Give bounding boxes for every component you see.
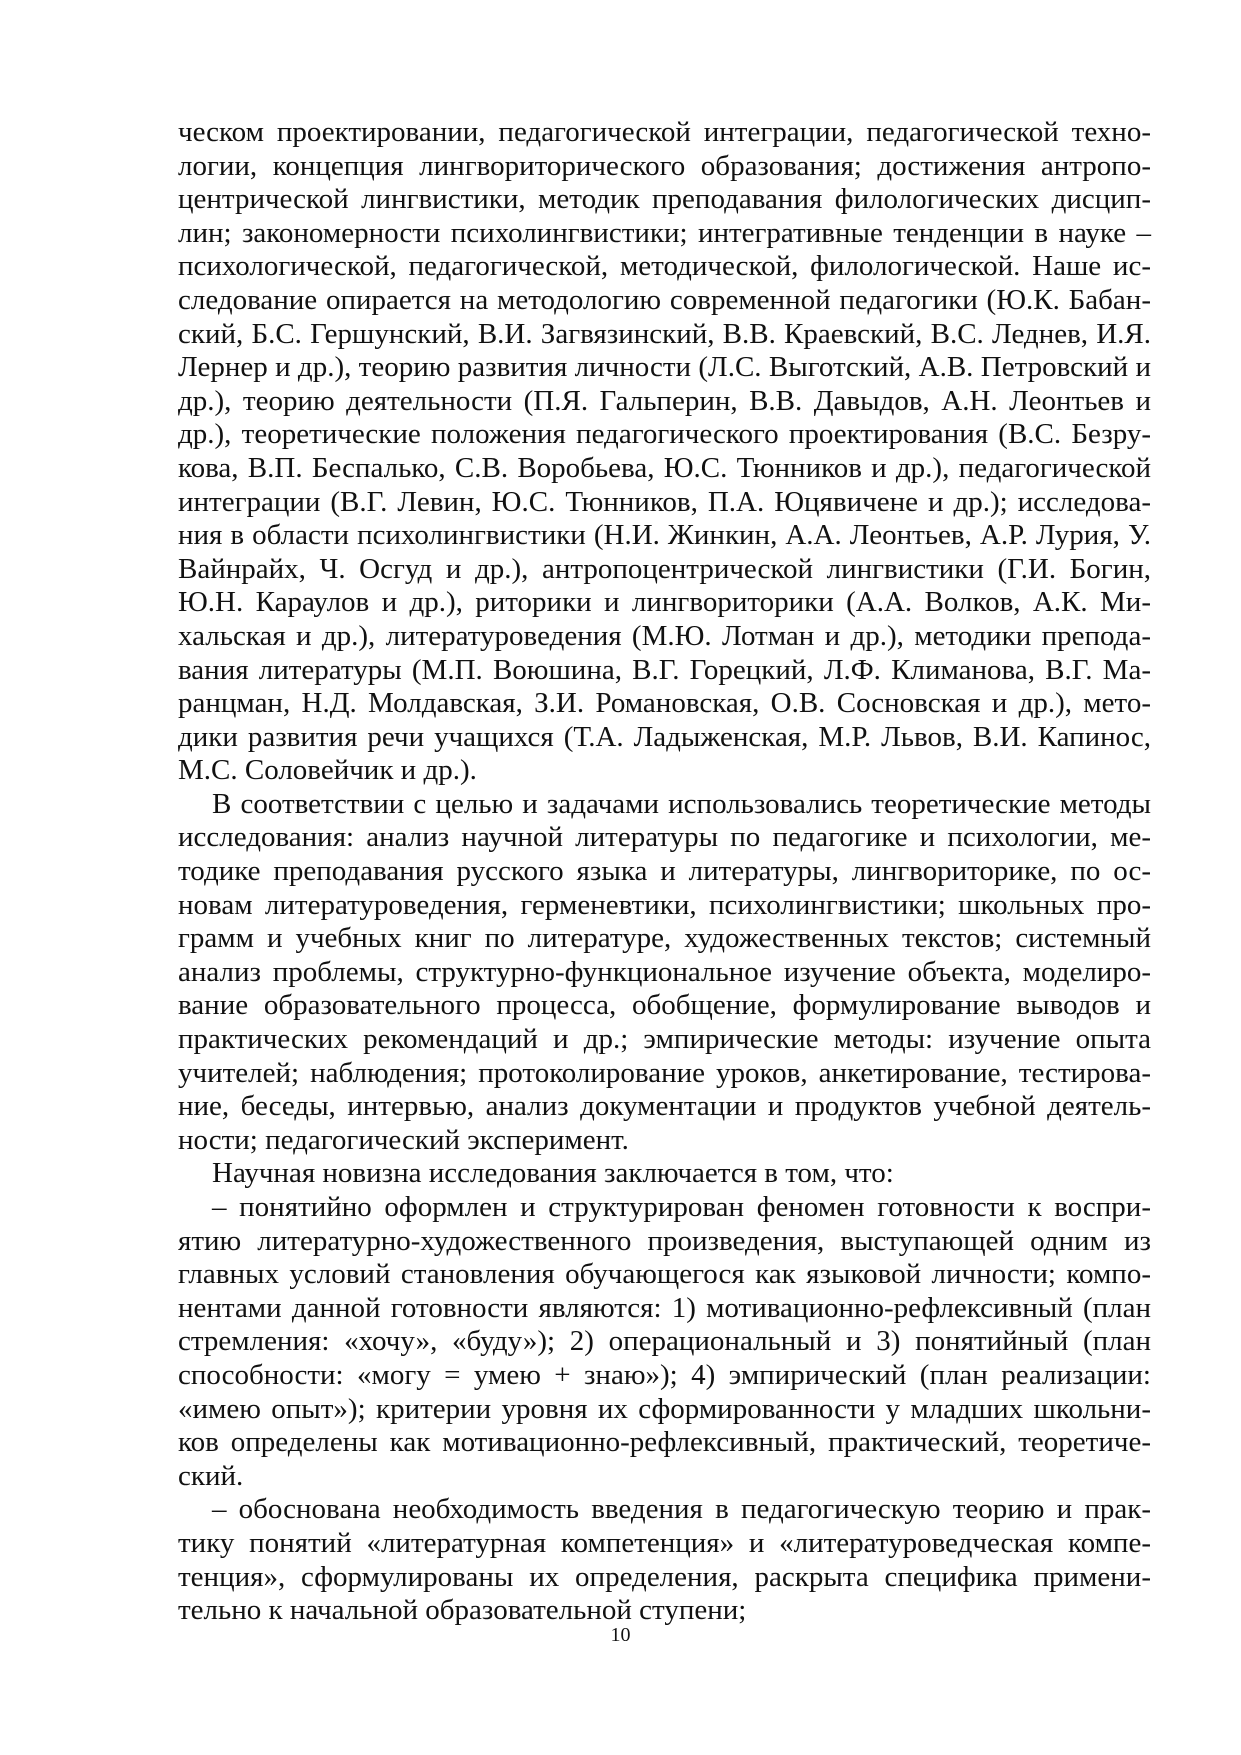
document-body [178,116,1151,1628]
page-number: 10 [610,1624,631,1646]
paragraph-novelty-intro: Научная новизна исследования заключается в том, что: [212,1157,894,1190]
list-item-readiness: – понятийно оформлен и структурирован феномен готовности к восприятию литературно-художественного произведения, выступающей одним из главных условий становления обучающегося как языковой личности; компонентами данной готовности являются: 1) мотивационно-рефлексивный (план стремления: «хочу», «буду»); 2) операциональный и 3) понятийный (план способности: «могу = умею + знаю»); 4) эмпирический (план реализации: «имею опыт»); критерии уровня их сформированности у младших школьников определены как мотивационно-рефлексивный, практический, теоретический. [178,1191,1151,1492]
paragraph-research-methods: В соответствии с целью и задачами использовались теоретические методы исследования: анализ научной литературы по педагогике и психологии, методике преподавания русского языка и литературы, лингвориторике, по основам литературоведения, герменевтики, психолингвистики; школьных программ и учебных книг по литературе, художественных текстов; системный анализ проблемы, структурно-функциональное изучение объекта, моделирование образовательного процесса, обобщение, формулирование выводов и практических рекомендаций и др.; эмпирические методы: изучение опыта учителей; наблюдения; протоколирование уроков, анкетирование, тестирование, беседы, интервью, анализ документации и продуктов учебной деятельности; педагогический эксперимент. [178,787,1151,1156]
paragraph-methodology: ческом проектировании, педагогической интеграции, педагогической технологии, концепция лингвориторического образования; достижения антропоцентрической лингвистики, методик преподавания филологических дисциплин; закономерности психолингвистики; интегративные тенденции в науке – психологической, педагогической, методической, филологической. Наше исследование опирается на методологию современной педагогики (Ю.К. Бабанский, Б.С. Гершунский, В.И. Загвязинский, В.В. Краевский, В.С. Леднев, И.Я. Лернер и др.), теорию развития личности (Л.С. Выготский, А.В. Петровский и др.), теорию деятельности (П.Я. Гальперин, В.В. Давыдов, А.Н. Леонтьев и др.), теоретические положения педагогического проектирования (В.С. Безрукова, В.П. Беспалько, С.В. Воробьева, Ю.С. Тюнников и др.), педагогической интеграции (В.Г. Левин, Ю.С. Тюнников, П.А. Юцявичене и др.); исследования в области психолингвистики (Н.И. Жинкин, А.А. Леонтьев, А.Р. Лурия, У. Вайнрайх, Ч. Осгуд и др.), антропоцентрической лингвистики (Г.И. Богин, Ю.Н. Караулов и др.), риторики и лингвориторики (А.А. Волков, А.К. Михальская и др.), литературоведения (М.Ю. Лотман и др.), методики преподавания литературы (М.П. Воюшина, В.Г. Горецкий, Л.Ф. Климанова, В.Г. Маранцман, Н.Д. Молдавская, З.И. Романовская, О.В. Сосновская и др.), методики развития речи учащихся (Т.А. Ладыженская, М.Р. Львов, В.И. Капинос, М.С. Соловейчик и др.). [178,116,1151,787]
list-item-competence: – обоснована необходимость введения в педагогическую теорию и практику понятий «литературная компетенция» и «литературоведческая компетенция», сформулированы их определения, раскрыта специфика применительно к начальной образовательной ступени; [178,1493,1151,1627]
